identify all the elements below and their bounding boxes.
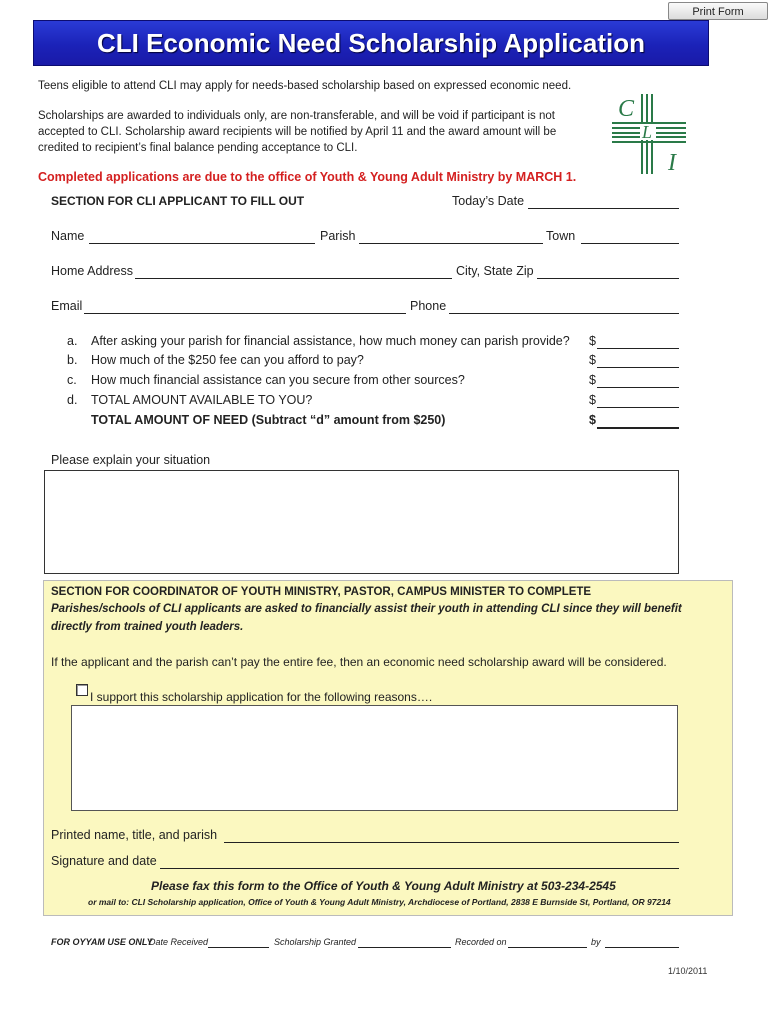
recorded-on-label: Recorded on xyxy=(455,937,507,947)
by-field[interactable] xyxy=(605,937,679,948)
question-d-amount-field[interactable] xyxy=(597,393,679,408)
coordinator-note: If the applicant and the parish can’t pay the entire fee, then an economic need scholarship award will be considered. xyxy=(51,655,667,669)
coordinator-italic-line-1: Parishes/schools of CLI applicants are asked to financially assist their youth in attending CLI since they will benefit xyxy=(51,603,682,615)
email-label: Email xyxy=(51,299,83,313)
support-reasons-textarea[interactable] xyxy=(71,705,678,811)
question-a-currency: $ xyxy=(589,334,596,348)
version-date: 1/10/2011 xyxy=(668,966,708,976)
by-label: by xyxy=(591,937,601,947)
question-c-text: How much financial assistance can you secure from other sources? xyxy=(91,373,465,387)
total-need-amount-field[interactable] xyxy=(597,413,679,429)
logo-letter-l: L xyxy=(642,122,653,142)
scholarship-granted-label: Scholarship Granted xyxy=(274,937,357,947)
question-d-letter: d. xyxy=(67,393,78,407)
applicant-section-heading: SECTION FOR CLI APPLICANT TO FILL OUT xyxy=(51,194,305,208)
parish-field[interactable] xyxy=(359,229,543,244)
question-a-text: After asking your parish for financial assistance, how much money can parish provide? xyxy=(91,334,570,348)
town-field[interactable] xyxy=(581,229,679,244)
question-c-amount-field[interactable] xyxy=(597,373,679,388)
deadline-notice: Completed applications are due to the office of Youth & Young Adult Ministry by MARCH 1. xyxy=(38,170,577,184)
explain-situation-label: Please explain your situation xyxy=(51,453,211,467)
explain-situation-textarea[interactable] xyxy=(44,470,679,574)
date-received-field[interactable] xyxy=(208,937,269,948)
signature-field[interactable] xyxy=(160,854,679,869)
name-field[interactable] xyxy=(89,229,315,244)
printed-name-field[interactable] xyxy=(224,828,679,843)
question-b-currency: $ xyxy=(589,353,596,367)
question-b-amount-field[interactable] xyxy=(597,353,679,368)
date-received-label: Date Received xyxy=(149,937,209,947)
office-use-label: FOR OYYAM USE ONLY xyxy=(51,937,153,947)
printed-name-label: Printed name, title, and parish xyxy=(51,828,218,842)
question-d-currency: $ xyxy=(589,393,596,407)
town-label: Town xyxy=(546,229,576,243)
question-a-letter: a. xyxy=(67,334,78,348)
print-form-button[interactable]: Print Form xyxy=(668,2,768,20)
todays-date-field[interactable] xyxy=(528,194,679,209)
todays-date-label: Today’s Date xyxy=(452,194,525,208)
total-need-text: TOTAL AMOUNT OF NEED (Subtract “d” amount from $250) xyxy=(91,413,446,427)
recorded-on-field[interactable] xyxy=(508,937,587,948)
home-address-field[interactable] xyxy=(135,264,452,279)
question-c-currency: $ xyxy=(589,373,596,387)
question-d-text: TOTAL AMOUNT AVAILABLE TO YOU? xyxy=(91,393,313,407)
fax-instructions: Please fax this form to the Office of Youth & Young Adult Ministry at 503-234-2545 xyxy=(151,879,616,893)
total-need-currency: $ xyxy=(589,413,596,427)
page-title: CLI Economic Need Scholarship Application xyxy=(33,20,709,66)
mail-instructions: or mail to: CLI Scholarship application, Office of Youth & Young Adult Ministry, Archdiocese of Portland, 2838 E Burnside St, Portland, OR 97214 xyxy=(88,897,671,907)
logo-letter-i: I xyxy=(668,150,676,176)
intro-para-2-line-3: credited to recipient’s final balance pending acceptance to CLI. xyxy=(38,142,358,154)
support-checkbox[interactable] xyxy=(76,684,88,696)
coordinator-section-heading: SECTION FOR COORDINATOR OF YOUTH MINISTRY, PASTOR, CAMPUS MINISTER TO COMPLETE xyxy=(51,586,592,598)
support-checkbox-label: I support this scholarship application for the following reasons…. xyxy=(90,690,433,704)
question-c-letter: c. xyxy=(67,373,77,387)
question-a-amount-field[interactable] xyxy=(597,334,679,349)
coordinator-italic-line-2: directly from trained youth leaders. xyxy=(51,621,244,633)
question-b-letter: b. xyxy=(67,353,78,367)
city-state-zip-label: City, State Zip xyxy=(456,264,534,278)
phone-label: Phone xyxy=(410,299,447,313)
name-label: Name xyxy=(51,229,85,243)
intro-line-1: Teens eligible to attend CLI may apply for needs-based scholarship based on expressed economic need. xyxy=(38,80,572,92)
parish-label: Parish xyxy=(320,229,356,243)
email-field[interactable] xyxy=(84,299,406,314)
cli-logo xyxy=(610,92,690,176)
logo-letter-c: C xyxy=(618,96,635,122)
question-b-text: How much of the $250 fee can you afford to pay? xyxy=(91,353,364,367)
scholarship-granted-field[interactable] xyxy=(358,937,451,948)
intro-para-2-line-1: Scholarships are awarded to individuals only, are non-transferable, and will be void if participant is not xyxy=(38,110,555,122)
phone-field[interactable] xyxy=(449,299,679,314)
home-address-label: Home Address xyxy=(51,264,133,278)
city-state-zip-field[interactable] xyxy=(537,264,679,279)
signature-label: Signature and date xyxy=(51,854,157,868)
intro-para-2-line-2: accepted to CLI. Scholarship award recipients will be notified by April 11 and the award amount will be xyxy=(38,126,557,138)
